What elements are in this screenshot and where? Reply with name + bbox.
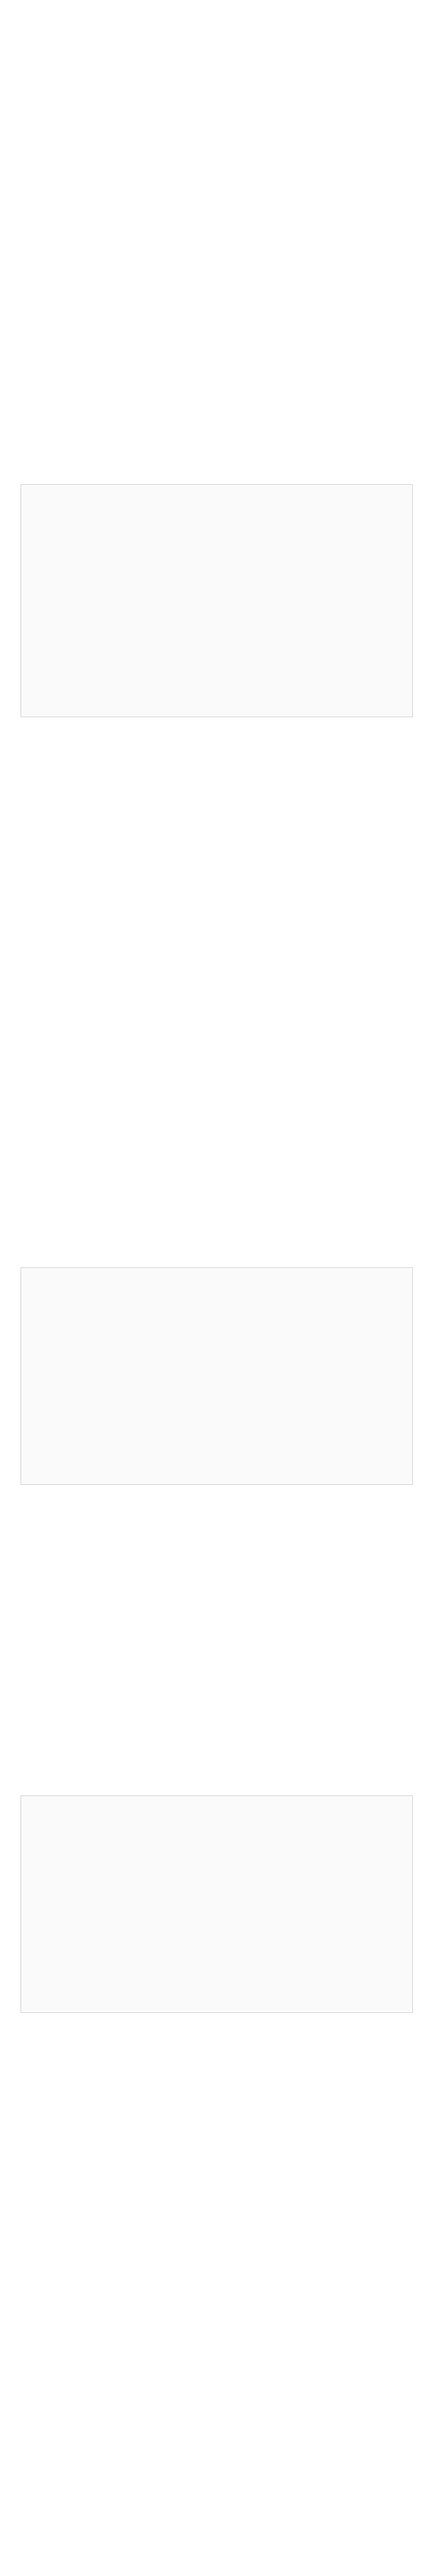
paragraph [9, 134, 426, 170]
paragraph [9, 2239, 426, 2264]
paragraph [9, 1507, 426, 1579]
paragraph [9, 2452, 426, 2473]
paragraph [9, 1708, 426, 1731]
figure-2 [21, 1267, 413, 1485]
paragraph [9, 1631, 426, 1652]
paragraph [9, 1756, 426, 1766]
paragraph [9, 2149, 426, 2170]
paragraph [9, 357, 426, 403]
paragraph [9, 1734, 426, 1753]
paragraph [9, 2079, 426, 2094]
figure-3 [21, 1795, 413, 2013]
paragraph [9, 959, 426, 1078]
paragraph [9, 453, 426, 482]
paragraph [9, 2097, 426, 2146]
paragraph [9, 2418, 426, 2449]
paragraph [9, 2476, 426, 2522]
paragraph [9, 2025, 426, 2076]
paragraph [9, 236, 426, 354]
paragraph [9, 1081, 426, 1199]
paragraph [9, 1655, 426, 1672]
paragraph [9, 1769, 426, 1792]
paragraph [9, 1494, 426, 1504]
paragraph [9, 731, 426, 957]
paragraph [9, 2344, 426, 2371]
paragraph [9, 172, 426, 213]
paragraph [9, 1252, 426, 1265]
paragraph [9, 107, 426, 125]
paragraph [9, 2267, 426, 2298]
paragraph [9, 1201, 426, 1216]
paragraph [9, 1674, 426, 1705]
figure-1 [21, 484, 413, 717]
paragraph [9, 428, 426, 448]
paragraph [9, 2374, 426, 2415]
paragraph [9, 2320, 426, 2341]
paragraph [9, 2173, 426, 2235]
paragraph [9, 2526, 426, 2576]
paragraph [9, 1582, 426, 1628]
paragraph [9, 407, 426, 422]
